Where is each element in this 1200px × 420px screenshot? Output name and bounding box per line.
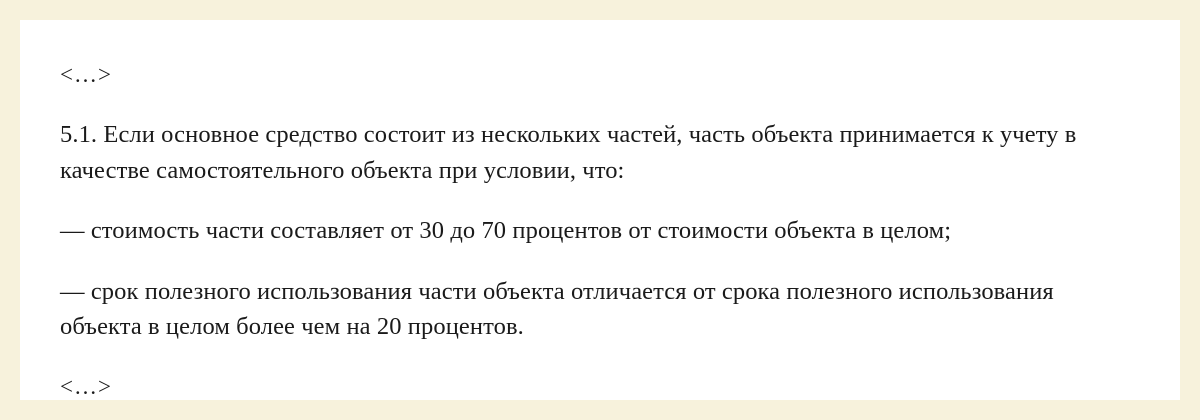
paragraph-clause-5-1: 5.1. Если основное средство состоит из нескольких частей, часть объекта принимается к учету в качестве самостоятельного объекта при условии, что: <box>60 121 1077 184</box>
document-text-body <box>60 58 1140 403</box>
paragraph-ellipsis-bottom: <…> <box>60 373 112 399</box>
document-paper-sheet <box>20 20 1180 400</box>
paragraph-ellipsis-top: <…> <box>60 62 112 87</box>
paragraph-bullet-useful-life: — срок полезного использования части объекта отличается от срока полезного использования объекта в целом более чем на 20 процентов. <box>60 277 1054 341</box>
paragraph-bullet-cost: — стоимость части составляет от 30 до 70 процентов от стоимости объекта в целом; <box>60 217 952 245</box>
